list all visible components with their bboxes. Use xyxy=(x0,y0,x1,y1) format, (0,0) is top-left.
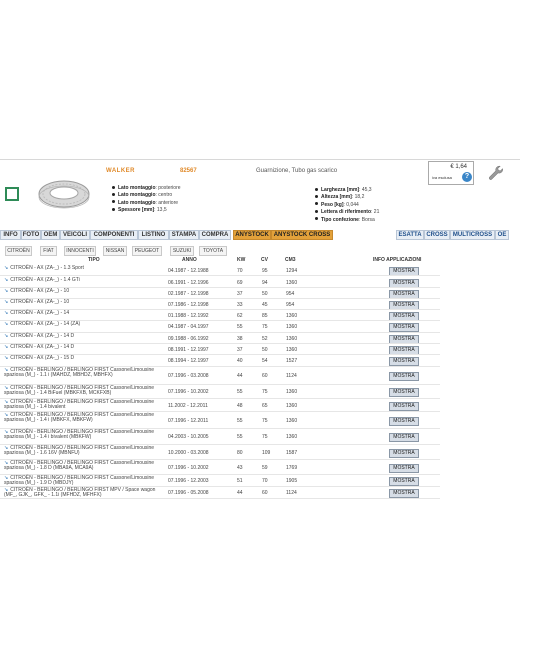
row-divider xyxy=(0,498,440,499)
cell-cm3: 1360 xyxy=(286,313,298,319)
table-row xyxy=(0,367,520,385)
vehicle-type-text: CITROËN - BERLINGO / BERLINGO FIRST MPV / Space wagon (MF_, GJK_, GFK_ - 1.1i (MFHDZ, MFHFX) xyxy=(4,487,156,499)
vehicle-link-icon[interactable]: ↘ xyxy=(4,475,9,481)
spec-row: Lato montaggio: centro xyxy=(112,192,181,199)
vehicle-type-text: CITROËN - BERLINGO / BERLINGO FIRST Cassone/Limousine spaziosa (M_) - 1.6 16V (MBNFU) xyxy=(4,445,155,457)
mostra-button[interactable]: MOSTRA xyxy=(389,388,419,397)
cell-tipo xyxy=(4,334,164,339)
cell-tipo xyxy=(4,430,164,440)
cell-kw: 51 xyxy=(237,478,243,484)
vehicle-link-icon[interactable]: ↘ xyxy=(4,344,9,350)
vehicle-type-text: CITROËN - AX (ZA-_) - 1.4 GTi xyxy=(10,277,80,283)
wrench-icon[interactable] xyxy=(487,164,505,182)
mostra-button[interactable]: MOSTRA xyxy=(389,323,419,332)
cell-tipo xyxy=(4,278,164,283)
mostra-button[interactable]: MOSTRA xyxy=(389,372,419,381)
product-code[interactable]: 82567 xyxy=(180,168,197,174)
table-row xyxy=(0,333,520,344)
cell-cm3: 954 xyxy=(286,291,295,297)
table-row xyxy=(0,265,520,276)
spec-row: Altezza [mm]: 18,2 xyxy=(315,194,379,201)
vehicle-type-text: CITROËN - AX (ZA-_) - 14 D xyxy=(10,333,75,339)
cell-anno: 07.1996 - 05.2008 xyxy=(168,490,209,496)
cell-kw: 40 xyxy=(237,358,243,364)
vehicle-link-icon[interactable]: ↘ xyxy=(4,277,9,283)
vehicle-link-icon[interactable]: ↘ xyxy=(4,412,9,418)
product-description: Guarnizione, Tubo gas scarico xyxy=(256,168,338,174)
vehicle-link-icon[interactable]: ↘ xyxy=(4,299,9,305)
vehicle-type-text: CITROËN - AX (ZA-_) - 14 (ZA) xyxy=(10,321,81,327)
vehicle-type-text: CITROËN - BERLINGO / BERLINGO FIRST Cassone/Limousine spaziosa (M_) - 1.4 bivalent xyxy=(4,399,155,411)
cell-tipo xyxy=(4,356,164,361)
vehicle-type-text: CITROËN - AX (ZA-_) - 15 D xyxy=(10,355,75,361)
vehicle-link-icon[interactable]: ↘ xyxy=(4,288,9,294)
tab-info[interactable]: INFO xyxy=(0,230,21,240)
cell-cv: 45 xyxy=(262,302,268,308)
brand-filter-citroen[interactable]: CITROËN xyxy=(5,246,32,256)
cell-tipo xyxy=(4,386,164,396)
cell-kw: 43 xyxy=(237,465,243,471)
cell-kw: 69 xyxy=(237,280,243,286)
cell-cm3: 1360 xyxy=(286,336,298,342)
cell-cm3: 1769 xyxy=(286,465,298,471)
cell-cv: 60 xyxy=(262,490,268,496)
cell-cm3: 1360 xyxy=(286,403,298,409)
vehicle-link-icon[interactable]: ↘ xyxy=(4,445,9,451)
cell-cm3: 1360 xyxy=(286,418,298,424)
mostra-button[interactable]: MOSTRA xyxy=(389,477,419,486)
spec-row: Lato montaggio: anteriore xyxy=(112,200,181,207)
cell-anno: 01.1988 - 12.1992 xyxy=(168,313,209,319)
tab-listino[interactable]: LISTINO xyxy=(138,230,169,240)
brand-filter-peugeot[interactable]: PEUGEOT xyxy=(132,246,162,256)
cell-kw: 44 xyxy=(237,490,243,496)
cell-anno: 07.1996 - 10.2002 xyxy=(168,389,209,395)
cell-anno: 07.1996 - 12.2011 xyxy=(168,418,209,424)
mostra-button[interactable]: MOSTRA xyxy=(389,279,419,288)
cell-cm3: 954 xyxy=(286,302,295,308)
mostra-button[interactable]: MOSTRA xyxy=(389,290,419,299)
cell-tipo xyxy=(4,300,164,305)
cell-tipo xyxy=(4,461,164,471)
mostra-button[interactable]: MOSTRA xyxy=(389,312,419,321)
cell-anno: 07.1996 - 10.2002 xyxy=(168,465,209,471)
cell-tipo xyxy=(4,289,164,294)
vehicle-type-text: CITROËN - AX (ZA-_) - 10 xyxy=(10,299,70,305)
vehicle-type-text: CITROËN - AX (ZA-_) - 14 D xyxy=(10,344,75,350)
cell-cv: 75 xyxy=(262,418,268,424)
table-row xyxy=(0,355,520,367)
brand-filter-fiat[interactable]: FIAT xyxy=(40,246,57,256)
vehicle-link-icon[interactable]: ↘ xyxy=(4,487,9,493)
cell-cv: 54 xyxy=(262,358,268,364)
vehicle-type-text: CITROËN - AX (ZA-_) - 1.3 Sport xyxy=(10,265,84,271)
brand-filter-suzuki[interactable]: SUZUKI xyxy=(170,246,194,256)
cell-cv: 94 xyxy=(262,280,268,286)
cell-kw: 62 xyxy=(237,313,243,319)
cell-cm3: 1294 xyxy=(286,268,298,274)
mostra-button[interactable]: MOSTRA xyxy=(389,402,419,411)
mostra-button[interactable]: MOSTRA xyxy=(389,449,419,458)
table-header xyxy=(0,257,520,264)
cell-cm3: 1124 xyxy=(286,373,297,379)
vehicle-link-icon[interactable]: ↘ xyxy=(4,355,9,361)
tab-foto[interactable]: FOTO xyxy=(22,232,40,238)
vehicle-type-text: CITROËN - AX (ZA-_) - 14 xyxy=(10,310,70,316)
mostra-button[interactable]: MOSTRA xyxy=(389,335,419,344)
cell-cv: 65 xyxy=(262,403,268,409)
cell-anno: 08.1994 - 12.1997 xyxy=(168,358,209,364)
gasket-product-image[interactable] xyxy=(34,175,94,213)
cell-anno: 09.1988 - 06.1992 xyxy=(168,336,209,342)
header-anno: ANNO xyxy=(182,257,197,263)
cell-anno: 04.1987 - 12.1988 xyxy=(168,268,209,274)
vehicle-type-text: CITROËN - BERLINGO / BERLINGO FIRST Cassone/Limousine spaziosa (M_) - 1.8 D (MBA9A, MCA9A) xyxy=(4,460,155,472)
cell-kw: 48 xyxy=(237,403,243,409)
cell-tipo xyxy=(4,446,164,456)
cell-kw: 80 xyxy=(237,450,243,456)
cell-cv: 95 xyxy=(262,268,268,274)
header-kw: KW xyxy=(237,257,246,263)
cell-kw: 55 xyxy=(237,418,243,424)
vehicle-link-icon[interactable]: ↘ xyxy=(4,265,9,271)
cell-cm3: 1360 xyxy=(286,280,298,286)
cell-anno: 11.2002 - 12.2011 xyxy=(168,403,208,409)
cell-cv: 60 xyxy=(262,373,268,379)
tab-stampa[interactable]: STAMPA xyxy=(169,230,199,240)
table-row xyxy=(0,310,520,321)
tab-oem[interactable]: OEM xyxy=(41,230,60,240)
table-row xyxy=(0,445,520,460)
vehicle-link-icon[interactable]: ↘ xyxy=(4,333,9,339)
cell-cv: 50 xyxy=(262,347,268,353)
product-card xyxy=(0,159,520,229)
cell-cv: 70 xyxy=(262,478,268,484)
header-info-applicazioni: INFO APPLICAZIONI xyxy=(373,257,422,263)
mostra-button[interactable]: MOSTRA xyxy=(389,464,419,473)
table-row xyxy=(0,288,520,299)
tab-bar xyxy=(0,230,510,240)
brand-filter-nissan[interactable]: NISSAN xyxy=(103,246,127,256)
cell-cm3: 1587 xyxy=(286,450,298,456)
mostra-button[interactable]: MOSTRA xyxy=(389,357,419,366)
cell-kw: 55 xyxy=(237,434,243,440)
table-row xyxy=(0,385,520,399)
header-cv: CV xyxy=(261,257,268,263)
cell-tipo xyxy=(4,400,164,410)
vehicle-link-icon[interactable]: ↘ xyxy=(4,429,9,435)
row-divider xyxy=(0,275,440,276)
brand-filter-innocenti[interactable]: INNOCENTI xyxy=(64,246,96,256)
brand-filter-toyota[interactable]: TOYOTA xyxy=(199,246,227,256)
vehicle-link-icon[interactable]: ↘ xyxy=(4,367,9,373)
table-row xyxy=(0,344,520,355)
mostra-button[interactable]: MOSTRA xyxy=(389,346,419,355)
vehicle-type-text: CITROËN - BERLINGO / BERLINGO FIRST Cassone/Limousine spaziosa (M_) - 1.4 i bivalent (MBKFW) xyxy=(4,429,155,441)
cell-tipo xyxy=(4,488,164,498)
tab-componenti[interactable]: COMPONENTI xyxy=(90,230,138,240)
tab-anystock-cross[interactable]: ANYSTOCK CROSS xyxy=(271,230,333,240)
tab-esatta[interactable]: ESATTA xyxy=(396,230,424,240)
vehicle-type-text: CITROËN - BERLINGO / BERLINGO FIRST Cassone/Limousine spaziosa (M_) - 1.4 BiFuel (MBKFXB, MCKFXB) xyxy=(4,385,155,397)
cell-cv: 52 xyxy=(262,336,268,342)
tab-compra[interactable]: COMPRA xyxy=(199,230,231,240)
specs-right xyxy=(315,187,379,224)
spec-row: Lato montaggio: posteriore xyxy=(112,185,181,192)
cell-kw: 55 xyxy=(237,389,243,395)
cell-cv: 85 xyxy=(262,313,268,319)
header-cm3: CM3 xyxy=(285,257,296,263)
vehicle-type-text: CITROËN - BERLINGO / BERLINGO FIRST Cassone/Limousine spaziosa (M_) - 1.1 i (MAHDZ, MBHDZ, MBHFX) xyxy=(4,367,155,379)
cell-cv: 75 xyxy=(262,324,268,330)
vehicle-link-icon[interactable]: ↘ xyxy=(4,321,9,327)
vehicle-link-icon[interactable]: ↘ xyxy=(4,310,9,316)
table-row xyxy=(0,299,520,310)
table-row xyxy=(0,460,520,475)
table-row xyxy=(0,475,520,487)
table-row xyxy=(0,277,520,288)
tab-cross[interactable]: CROSS xyxy=(424,230,450,240)
mostra-button[interactable]: MOSTRA xyxy=(389,267,419,276)
product-select-checkbox[interactable] xyxy=(5,187,19,201)
cell-cv: 109 xyxy=(262,450,271,456)
cell-anno: 07.1996 - 12.2003 xyxy=(168,478,209,484)
cell-anno: 04.2003 - 10.2005 xyxy=(168,434,209,440)
cell-anno: 02.1987 - 12.1998 xyxy=(168,291,209,297)
tab-veicoli[interactable]: VEICOLI xyxy=(60,230,90,240)
cell-anno: 10.2000 - 03.2008 xyxy=(168,450,209,456)
tab-multicross[interactable]: MULTICROSS xyxy=(450,230,495,240)
vehicle-link-icon[interactable]: ↘ xyxy=(4,385,9,391)
cell-cv: 75 xyxy=(262,434,268,440)
mostra-button[interactable]: MOSTRA xyxy=(389,417,419,426)
cell-kw: 33 xyxy=(237,302,243,308)
cell-tipo xyxy=(4,476,164,486)
cell-cm3: 1360 xyxy=(286,347,298,353)
cell-tipo xyxy=(4,368,164,378)
spec-row: Peso [kg]: 0,044 xyxy=(315,202,379,209)
specs-left xyxy=(112,185,181,215)
cell-kw: 37 xyxy=(237,347,243,353)
product-brand: WALKER xyxy=(106,168,135,174)
cell-anno: 04.1987 - 04.1997 xyxy=(168,324,209,330)
table-row xyxy=(0,429,520,445)
table-row xyxy=(0,399,520,412)
cell-cm3: 1360 xyxy=(286,324,298,330)
cell-kw: 44 xyxy=(237,373,243,379)
cell-tipo xyxy=(4,266,164,271)
vat-note: iva esclusa xyxy=(432,175,452,180)
cell-tipo xyxy=(4,322,164,327)
vehicle-link-icon[interactable]: ↘ xyxy=(4,460,9,466)
cell-kw: 55 xyxy=(237,324,243,330)
price-box xyxy=(428,161,474,185)
info-icon[interactable]: ? xyxy=(462,172,472,182)
cell-tipo xyxy=(4,345,164,350)
cell-anno: 07.1996 - 03.2008 xyxy=(168,373,209,379)
cell-anno: 06.1991 - 12.1996 xyxy=(168,280,209,286)
table-row xyxy=(0,321,520,333)
spec-row: Spessore [mm]: 13,5 xyxy=(112,207,181,214)
mostra-button[interactable]: MOSTRA xyxy=(389,433,419,442)
vehicle-type-text: CITROËN - AX (ZA-_) - 10 xyxy=(10,288,70,294)
cell-cm3: 1124 xyxy=(286,490,297,496)
cell-kw: 70 xyxy=(237,268,243,274)
tab-oe[interactable]: OE xyxy=(495,230,509,240)
mostra-button[interactable]: MOSTRA xyxy=(389,489,419,498)
vehicle-type-text: CITROËN - BERLINGO / BERLINGO FIRST Cassone/Limousine spaziosa (M_) - 1.9 D (MBDJY) xyxy=(4,475,155,487)
vehicle-link-icon[interactable]: ↘ xyxy=(4,399,9,405)
header-tipo: TIPO xyxy=(88,257,100,263)
spec-row: Larghezza [mm]: 45,3 xyxy=(315,187,379,194)
product-price: € 1,64 xyxy=(450,164,467,170)
spec-row: Tipo confezione: Borsa xyxy=(315,217,379,224)
tab-anystock[interactable]: ANYSTOCK xyxy=(233,230,271,240)
cell-tipo xyxy=(4,413,164,423)
spec-row: Lettera di riferimento: 21 xyxy=(315,209,379,216)
cell-anno: 07.1986 - 12.1998 xyxy=(168,302,209,308)
cell-anno: 08.1991 - 12.1997 xyxy=(168,347,209,353)
vehicle-type-text: CITROËN - BERLINGO / BERLINGO FIRST Cassone/Limousine spaziosa (M_) - 1.4 i (MBKFX, MBKFW) xyxy=(4,412,155,424)
cell-cv: 75 xyxy=(262,389,268,395)
table-row xyxy=(0,487,520,499)
cell-tipo xyxy=(4,311,164,316)
cell-cm3: 1360 xyxy=(286,434,298,440)
cell-cv: 59 xyxy=(262,465,268,471)
cell-cm3: 1905 xyxy=(286,478,298,484)
mostra-button[interactable]: MOSTRA xyxy=(389,301,419,310)
cell-cm3: 1360 xyxy=(286,389,298,395)
cell-cv: 50 xyxy=(262,291,268,297)
cell-kw: 38 xyxy=(237,336,243,342)
cell-kw: 37 xyxy=(237,291,243,297)
table-row xyxy=(0,412,520,429)
cell-cm3: 1527 xyxy=(286,358,298,364)
